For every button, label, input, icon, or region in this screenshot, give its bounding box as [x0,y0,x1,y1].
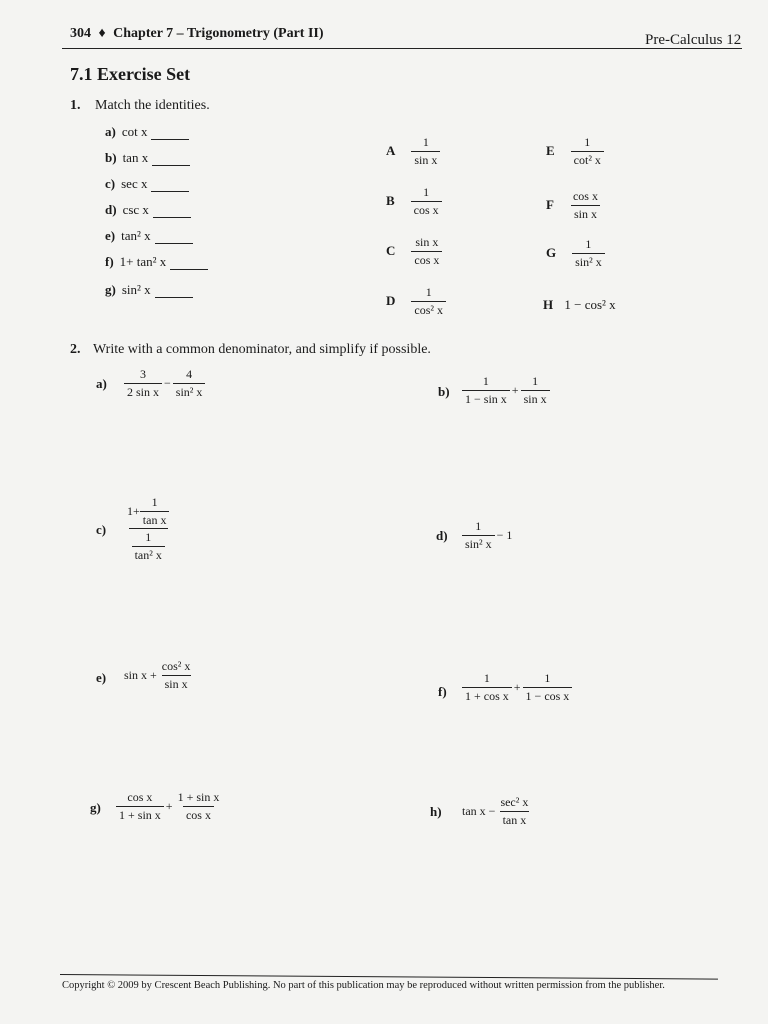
question-1-text: Match the identities. [95,98,210,113]
numerator: 1 [585,237,592,251]
identity-item-f [105,254,208,270]
item-expr: sec x [121,176,148,191]
denominator: cos x [411,251,442,267]
fraction [497,796,531,826]
answer-blank[interactable] [170,268,208,270]
fraction [462,672,512,702]
choice-D [386,286,446,316]
part-b-expression [462,375,550,405]
choice-C [386,236,442,266]
complex-numerator [124,496,172,528]
item-expr: sin² x [121,282,151,297]
item-expr: tan² x [121,228,151,243]
operator: − [164,375,171,390]
fraction [411,236,442,266]
numerator: 1 [482,374,489,388]
item-label: c) [105,176,116,191]
identity-item-b [105,150,190,166]
question-2-text: Write with a common denominator, and simplify if possible. [93,342,431,357]
choice-letter: H [543,297,554,312]
chapter-title: Chapter 7 – Trigonometry (Part II) [113,26,324,41]
denominator: sin x [571,205,600,221]
item-expr: cot x [121,124,148,139]
section-title: 7.1 Exercise Set [70,64,191,84]
denominator: cos² x [411,301,446,317]
numerator: sec² x [500,795,529,809]
part-c-label: c) [96,522,107,537]
denominator: 1 − sin x [462,390,510,406]
copyright-footer: Copyright © 2009 by Crescent Beach Publishing. No part of this publication may be reproduced without written permission from the publisher. [62,980,665,991]
operator: + [511,382,519,397]
denominator: sin² x [572,253,605,269]
fraction [124,368,162,398]
choice-letter: C [386,242,396,258]
answer-blank[interactable] [155,242,193,244]
numerator: 3 [140,367,146,381]
leading-term: tan x − [462,803,496,818]
fraction [173,368,206,398]
item-expr: csc x [122,202,149,217]
answer-blank[interactable] [152,164,190,166]
item-label: g) [105,282,116,297]
operator: + [165,798,173,813]
part-c-expression [124,496,172,561]
identity-item-g [105,282,193,298]
answer-blank[interactable] [151,190,189,192]
leading-term: sin x + [124,667,157,682]
part-d-expression [462,520,514,550]
fraction [175,791,223,821]
operator: + [513,679,521,694]
complex-fraction [124,496,172,561]
fraction [411,186,442,216]
choice-letter: G [546,244,557,260]
choice-letter: F [546,196,554,212]
denominator: cos x [183,806,214,822]
choice-H [543,297,616,313]
numerator: 1 [145,530,152,545]
page-number: 304 [70,26,91,41]
fraction [132,531,165,561]
item-expr: tan x [122,150,149,165]
item-label: b) [105,150,117,165]
denominator: sin x [411,151,440,167]
identity-item-c [105,176,189,192]
choice-E [546,136,604,166]
part-f-label: f) [438,684,447,699]
denominator: tan² x [132,546,165,562]
part-a-label: a) [96,376,107,391]
denominator: tan x [140,511,170,527]
part-f-expression [462,672,572,702]
fraction [462,520,495,550]
book-title: Pre-Calculus 12 [645,32,742,48]
denominator: 1 + cos x [462,687,512,703]
diamond-icon: ♦ [98,26,106,41]
choice-A [386,136,440,166]
part-d-label: d) [436,528,448,543]
denominator: sin² x [173,383,206,399]
numerator: 1 [544,671,551,685]
numerator: cos² x [161,659,191,673]
numerator: 1 [151,495,158,509]
numerator: 4 [186,367,193,381]
denominator: 1 − cos x [523,687,573,703]
part-e-label: e) [96,670,107,685]
fraction [140,496,170,526]
trailing-term: − 1 [496,527,513,542]
choice-letter: A [386,142,396,158]
fraction [521,375,550,405]
denominator: cot² x [571,151,604,167]
fraction [571,136,604,166]
numerator: 1 + sin x [177,790,220,804]
choice-G [546,238,605,268]
choice-letter: B [386,192,395,208]
numerator: 1 [532,374,539,388]
part-h-label: h) [430,804,442,819]
part-g-expression [116,791,222,821]
item-expr: 1+ tan² x [119,254,167,269]
whole-term: 1+ [127,503,140,518]
complex-denominator [129,528,168,561]
denominator: sin² x [462,535,495,551]
numerator: cos x [572,189,598,203]
header-divider [62,48,742,49]
fraction [411,136,440,166]
item-label: d) [105,202,117,217]
denominator: cos x [411,201,442,217]
choice-F [546,190,601,220]
item-label: f) [105,254,114,269]
identity-item-a [105,124,189,140]
item-label: e) [105,228,116,243]
numerator: 1 [423,185,430,199]
fraction [159,660,194,690]
numerator: 1 [584,135,591,149]
choice-letter: E [546,142,555,158]
answer-blank[interactable] [155,296,193,298]
fraction [572,238,605,268]
numerator: 1 [425,285,432,299]
part-g-label: g) [90,800,101,815]
denominator: sin x [162,675,191,691]
identity-item-d [105,202,191,218]
identity-item-e [105,228,193,244]
fraction [523,672,573,702]
question-2-number: 2. [70,342,81,357]
fraction [116,791,164,821]
fraction [462,375,510,405]
numerator: 1 [475,519,482,533]
numerator: sin x [415,235,439,249]
answer-blank[interactable] [151,138,189,140]
numerator: cos x [127,790,153,804]
numerator: 1 [483,671,490,685]
part-h-expression [460,796,531,826]
denominator: sin x [521,390,550,406]
denominator: 1 + sin x [116,806,164,822]
fraction [411,286,446,316]
choice-letter: D [386,292,396,308]
fraction [570,190,601,220]
choice-B [386,186,442,216]
question-1-number: 1. [70,98,81,113]
choice-expr: 1 − cos² x [564,297,616,312]
part-b-label: b) [438,384,450,399]
footer-divider [60,974,718,980]
part-e-expression [122,660,193,690]
page-header-left [70,26,324,42]
answer-blank[interactable] [153,216,191,218]
part-a-expression [124,368,205,398]
item-label: a) [105,124,116,139]
numerator: 1 [422,135,429,149]
denominator: 2 sin x [124,383,162,399]
denominator: tan x [500,811,530,827]
